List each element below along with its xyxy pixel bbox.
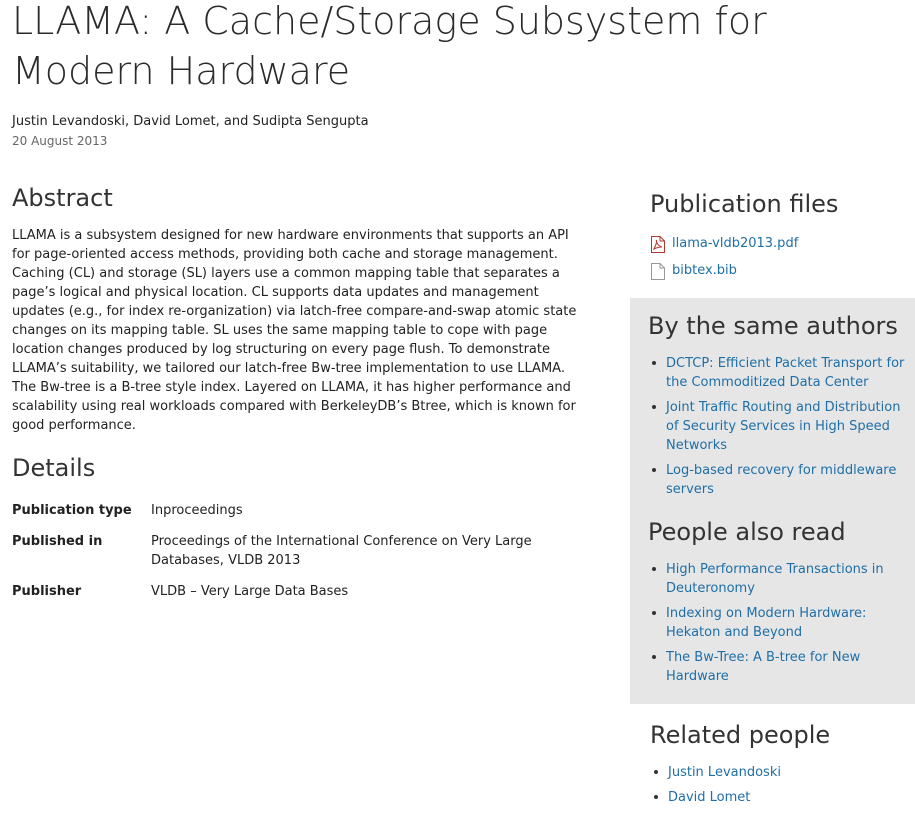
- details-heading: Details: [12, 454, 96, 482]
- list-item: [666, 354, 910, 392]
- pdf-icon: [650, 236, 664, 252]
- details-table: [12, 501, 582, 613]
- publication-date: 20 August 2013: [12, 134, 108, 148]
- same-authors-list: [666, 354, 910, 505]
- detail-row: [12, 501, 582, 520]
- pdf-file-link[interactable]: llama-vldb2013.pdf: [672, 236, 799, 251]
- same-authors-link[interactable]: DCTCP: Efficient Packet Transport for the Commoditized Data Center: [666, 356, 905, 390]
- detail-value: Inproceedings: [151, 503, 243, 518]
- also-read-link[interactable]: Indexing on Modern Hardware: Hekaton and Beyond: [666, 606, 867, 640]
- same-authors-link[interactable]: Log-based recovery for middleware servers: [666, 463, 897, 497]
- publication-files-heading: Publication files: [650, 190, 839, 218]
- page-title: LLAMA: A Cache/Storage Subsystem for Modern Hardware: [12, 0, 767, 93]
- detail-value: VLDB – Very Large Data Bases: [151, 584, 349, 599]
- also-read-list: [666, 560, 910, 692]
- same-authors-link[interactable]: Joint Traffic Routing and Distribution of Security Services in High Speed Networks: [666, 400, 901, 453]
- detail-row: [12, 532, 582, 570]
- detail-label: Published in: [12, 534, 103, 549]
- also-read-link[interactable]: The Bw-Tree: A B-tree for New Hardware: [666, 650, 861, 684]
- list-item: [668, 788, 912, 807]
- abstract-heading: Abstract: [12, 184, 113, 212]
- abstract-text: LLAMA is a subsystem designed for new hardware environments that supports an API for page-oriented access methods, providing both cache and storage management. Caching (CL) and storage (SL) layers use a common mapping table that separates a page’s logical and physical location. CL supports data updates and management updates (e.g., for index re-organization) via latch-free compare-and-swap atomic state changes on its mapping table. SL uses the same mapping table to cope with page location changes produced by log structuring on every page flush. To demonstrate LLAMA’s suitability, we tailored our latch-free Bw-tree implementation to use LLAMA. The Bw-tree is a B-tree style index. Layered on LLAMA, it has higher performance and scalability using real workloads compared with BerkeleyDB’s Btree, which is known for good performance.: [12, 228, 577, 433]
- list-item: [668, 763, 912, 782]
- related-people-list: [668, 763, 912, 813]
- also-read-link[interactable]: High Performance Transactions in Deuteronomy: [666, 562, 884, 596]
- list-item: [666, 461, 910, 499]
- detail-value: Proceedings of the International Conference on Very Large Databases, VLDB 2013: [151, 534, 532, 568]
- also-read-heading: People also read: [648, 518, 846, 546]
- list-item: [666, 604, 910, 642]
- file-icon: [650, 263, 664, 279]
- detail-row: [12, 582, 582, 601]
- person-link[interactable]: David Lomet: [668, 790, 751, 805]
- file-item: [650, 261, 798, 280]
- publication-files: [650, 234, 798, 288]
- person-link[interactable]: Justin Levandoski: [668, 765, 781, 780]
- same-authors-heading: By the same authors: [648, 312, 898, 340]
- authors: Justin Levandoski, David Lomet, and Sudipta Sengupta: [12, 114, 369, 129]
- detail-label: Publication type: [12, 503, 132, 518]
- detail-label: Publisher: [12, 584, 82, 599]
- bibtex-file-link[interactable]: bibtex.bib: [672, 263, 737, 278]
- related-people-heading: Related people: [650, 721, 831, 749]
- list-item: [666, 560, 910, 598]
- file-item: [650, 234, 798, 253]
- list-item: [666, 398, 910, 455]
- list-item: [666, 648, 910, 686]
